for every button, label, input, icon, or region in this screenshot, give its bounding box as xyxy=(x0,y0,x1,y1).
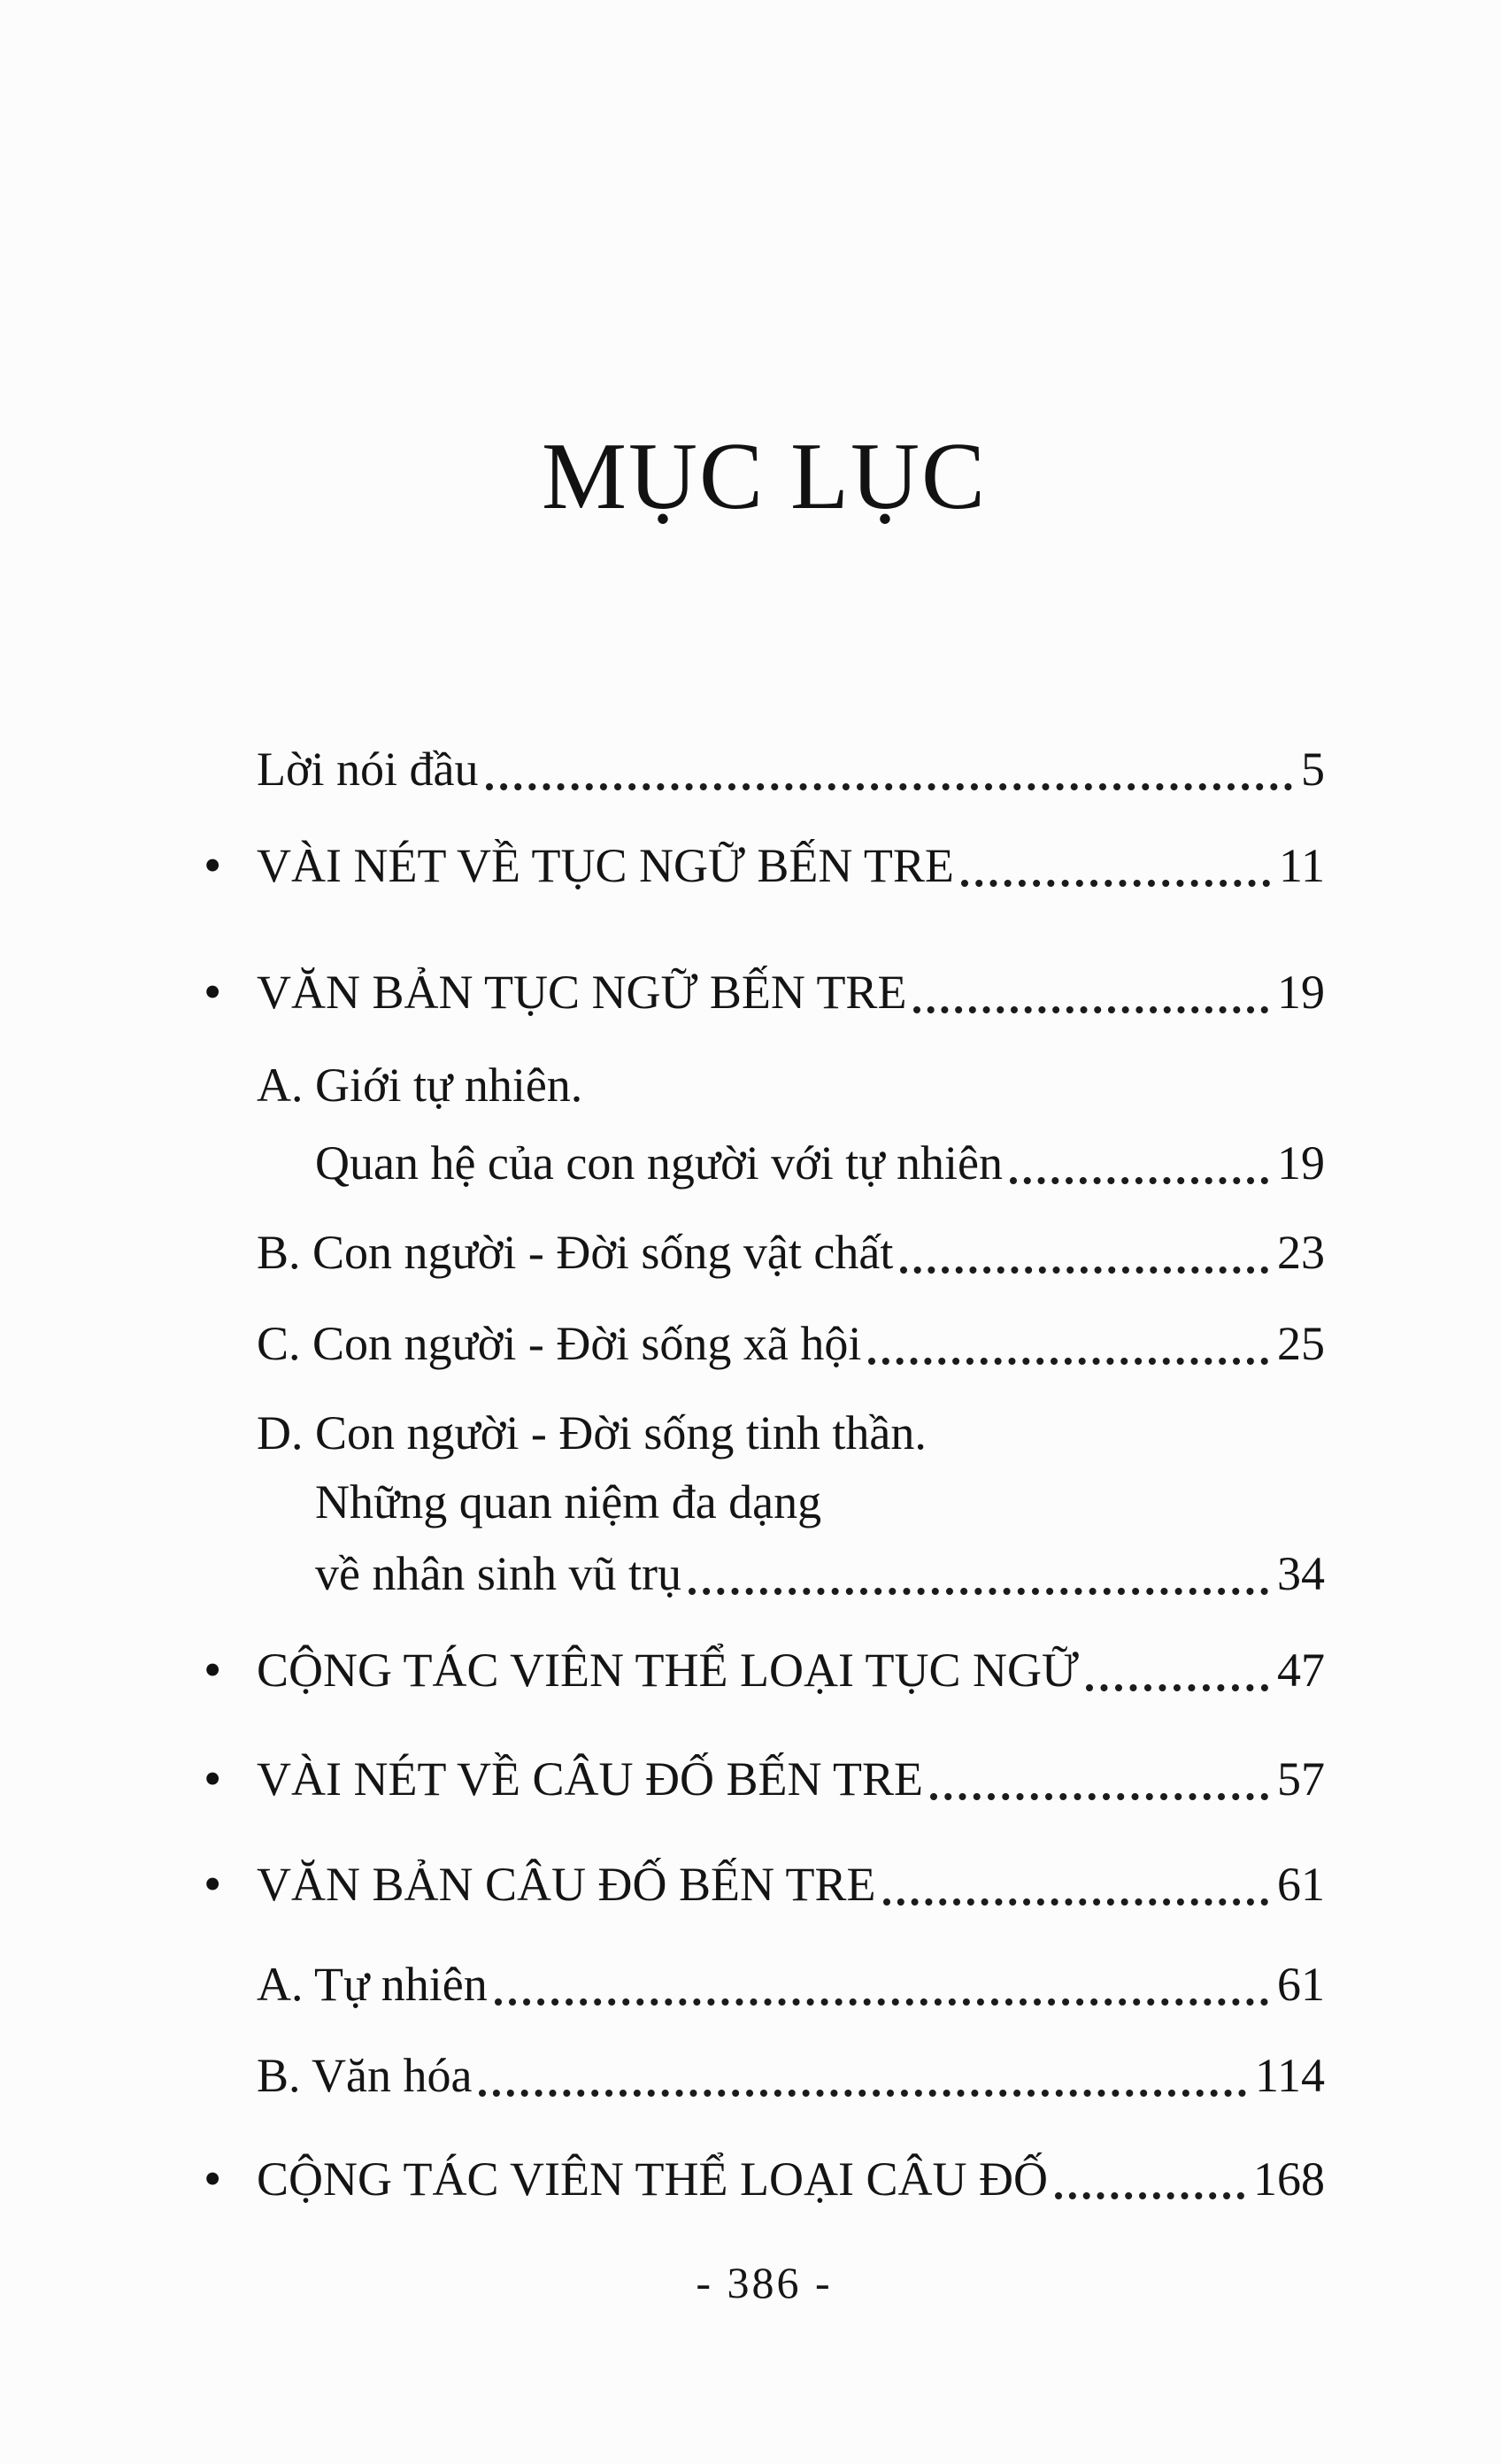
bullet-icon: • xyxy=(204,1641,222,1699)
bullet-icon: • xyxy=(204,1854,222,1913)
toc-entry-label: VÀI NÉT VỀ CÂU ĐỐ BẾN TRE xyxy=(257,1752,923,1806)
toc-entry-page: 23 xyxy=(1277,1226,1325,1280)
toc-entry xyxy=(204,741,1325,798)
toc-entry xyxy=(204,1405,1325,1462)
toc-entry-label: Quan hệ của con người với tự nhiên xyxy=(315,1136,1003,1190)
dot-leader xyxy=(868,1358,1268,1365)
toc-entry-page: 34 xyxy=(1277,1547,1325,1601)
dot-leader xyxy=(961,880,1270,887)
dot-leader xyxy=(479,2090,1246,2097)
toc-entry-label: B. Con người - Đời sống vật chất xyxy=(257,1226,894,1280)
toc-entry-page: 57 xyxy=(1277,1752,1325,1806)
toc-entry-label: Những quan niệm đa dạng xyxy=(315,1475,822,1529)
dot-leader xyxy=(1086,1684,1268,1691)
toc-entry xyxy=(204,837,1325,895)
toc-entry-page: 114 xyxy=(1255,2048,1325,2102)
dot-leader xyxy=(900,1267,1268,1274)
toc-entry xyxy=(204,1135,1325,1192)
toc-entry-label: A. Giới tự nhiên. xyxy=(257,1058,583,1112)
toc-entry-label: B. Văn hóa xyxy=(257,2048,473,2102)
toc-entry-page: 19 xyxy=(1277,1136,1325,1190)
toc-entry xyxy=(204,2047,1325,2105)
dot-leader xyxy=(495,1998,1268,2006)
toc-entry-page: 168 xyxy=(1253,2152,1325,2206)
dot-leader xyxy=(689,1588,1268,1595)
toc-entry xyxy=(204,1545,1325,1603)
toc-entry xyxy=(204,1057,1325,1114)
dot-leader xyxy=(1010,1177,1268,1184)
toc-entry-label: về nhân sinh vũ trụ xyxy=(315,1547,681,1601)
toc-entry xyxy=(204,1642,1325,1699)
toc-entry-label: CỘNG TÁC VIÊN THỂ LOẠI TỤC NGỮ xyxy=(257,1644,1079,1698)
toc-entry xyxy=(204,1474,1325,1531)
toc-entry xyxy=(204,2151,1325,2208)
toc-entry xyxy=(204,1224,1325,1282)
dot-leader xyxy=(913,1006,1268,1013)
toc-entry xyxy=(204,1315,1325,1373)
toc-entry-page: 61 xyxy=(1277,1957,1325,2011)
bullet-icon: • xyxy=(204,1750,222,1808)
toc-entry-label: VÀI NÉT VỀ TỤC NGỮ BẾN TRE xyxy=(257,838,954,892)
dot-leader xyxy=(486,783,1292,790)
toc-entry xyxy=(204,1856,1325,1913)
dot-leader xyxy=(930,1793,1268,1800)
toc-entry-label: VĂN BẢN TỤC NGỮ BẾN TRE xyxy=(257,965,907,1019)
toc-entry-label: CỘNG TÁC VIÊN THỂ LOẠI CÂU ĐỐ xyxy=(257,2152,1048,2206)
page-title: MỤC LỤC xyxy=(541,424,988,529)
toc-entry xyxy=(204,1751,1325,1808)
toc-entry-label: A. Tự nhiên xyxy=(257,1957,488,2011)
toc-entry-page: 11 xyxy=(1279,838,1325,892)
toc-entry-page: 47 xyxy=(1277,1644,1325,1698)
toc-list xyxy=(204,741,1325,2208)
toc-entry-page: 61 xyxy=(1277,1858,1325,1912)
toc-entry-label: VĂN BẢN CÂU ĐỐ BẾN TRE xyxy=(257,1858,876,1912)
bullet-icon: • xyxy=(204,962,222,1020)
dot-leader xyxy=(883,1898,1268,1906)
bullet-icon: • xyxy=(204,2149,222,2207)
toc-entry-label: Lời nói đầu xyxy=(257,742,479,796)
page-number: - 386 - xyxy=(696,2258,833,2308)
toc-entry xyxy=(204,1956,1325,2014)
toc-entry-page: 25 xyxy=(1277,1316,1325,1370)
bullet-icon: • xyxy=(204,835,222,894)
toc-entry-label: C. Con người - Đời sống xã hội xyxy=(257,1316,862,1370)
toc-entry xyxy=(204,964,1325,1021)
dot-leader xyxy=(1055,2192,1244,2199)
toc-entry-page: 19 xyxy=(1277,965,1325,1019)
toc-entry-label: D. Con người - Đời sống tinh thần. xyxy=(257,1405,927,1459)
toc-entry-page: 5 xyxy=(1301,742,1325,796)
